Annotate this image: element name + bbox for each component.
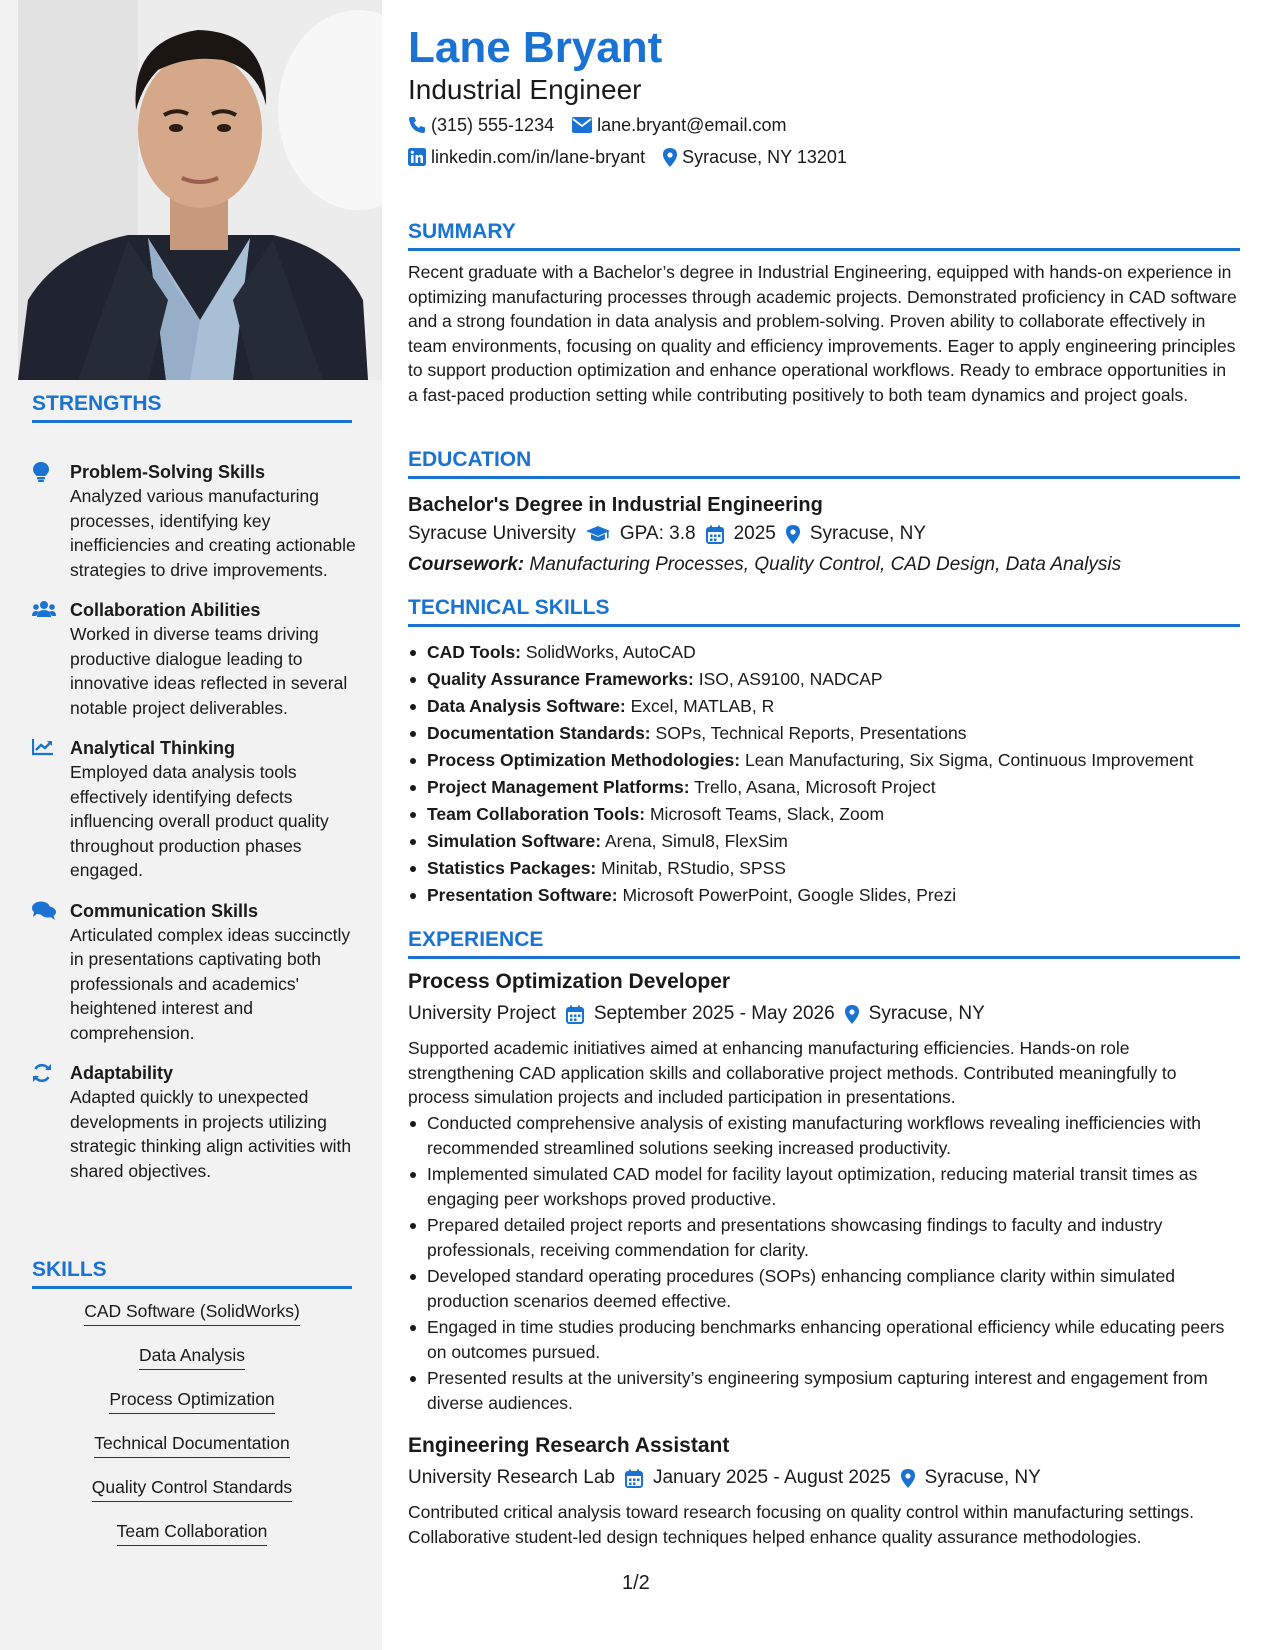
technical-skills-heading: TECHNICAL SKILLS [408,596,1240,627]
tech-skill-value: SolidWorks, AutoCAD [525,642,696,662]
job-bullet: Presented results at the university’s engineering symposium capturing interest and engagement from diverse audiences. [408,1366,1240,1415]
job-org: University Project [408,1003,556,1024]
contact-row-1 [408,113,786,137]
tech-skill-item [408,883,1240,908]
job-title: Engineering Research Assistant [408,1434,730,1457]
tech-skill-item [408,775,1240,800]
tech-skill-item [408,856,1240,881]
phone-contact [408,113,554,137]
strength-description: Worked in diverse teams driving productive dialogue leading to innovative ideas reflected in several notable project deliverables. [70,624,348,718]
tech-skill-item [408,694,1240,719]
skills-heading: SKILLS [32,1258,352,1289]
sync-icon [32,1063,56,1083]
skill-item: Technical Documentation [94,1432,290,1458]
tech-skill-label: Data Analysis Software: [427,696,626,716]
tech-skill-label: Process Optimization Methodologies: [427,750,741,770]
strength-title: Adaptability [70,1063,174,1083]
job-meta [408,1001,985,1027]
tech-skill-value: ISO, AS9100, NADCAP [698,669,883,689]
tech-skill-item [408,829,1240,854]
candidate-role: Industrial Engineer [408,74,642,105]
map-pin-icon [786,525,800,544]
job-location: Syracuse, NY [924,1467,1041,1488]
strength-item [32,460,362,582]
tech-skill-value: Trello, Asana, Microsoft Project [694,777,936,797]
school-name: Syracuse University [408,523,576,544]
tech-skill-value: Arena, Simul8, FlexSim [604,831,788,851]
strength-title: Collaboration Abilities [70,600,261,620]
tech-skill-item [408,748,1240,773]
education-location: Syracuse, NY [809,523,927,544]
location-text: Syracuse, NY 13201 [682,147,847,167]
skill-item: Team Collaboration [117,1520,268,1546]
job-bullet: Prepared detailed project reports and presentations showcasing findings to faculty and industry professionals, receiving commendation for clarity. [408,1213,1240,1262]
job-bullet: Developed standard operating procedures (SOPs) enhancing compliance clarity within simulated production scenarios deemed effective. [408,1264,1240,1313]
lightbulb-icon [32,462,56,482]
tech-skill-value: Microsoft Teams, Slack, Zoom [649,804,885,824]
tech-skill-label: Presentation Software: [427,885,618,905]
tech-skill-label: Team Collaboration Tools: [427,804,646,824]
chart-line-icon [32,738,56,758]
coursework-list: Manufacturing Processes, Quality Control, CAD Design, Data Analysis [529,554,1122,575]
job-bullet: Implemented simulated CAD model for facility layout optimization, reducing material transit times as engaging peer workshops proved productive. [408,1162,1240,1211]
linkedin-text[interactable]: linkedin.com/in/lane-bryant [431,147,646,167]
strength-title: Analytical Thinking [70,738,236,758]
tech-skill-label: Project Management Platforms: [427,777,690,797]
strengths-list [32,460,362,1199]
tech-skill-label: Documentation Standards: [427,723,651,743]
tech-skill-value: Minitab, RStudio, SPSS [601,858,786,878]
linkedin-contact[interactable] [408,145,645,169]
calendar-icon [706,525,724,544]
phone-text: (315) 555-1234 [431,115,555,135]
tech-skill-item [408,667,1240,692]
map-pin-icon [663,148,677,167]
job-dates: September 2025 - May 2026 [593,1003,835,1024]
tech-skill-label: CAD Tools: [427,642,521,662]
coursework-label: Coursework: [408,554,525,575]
skills-list [32,1300,352,1564]
tech-skill-item [408,640,1240,665]
tech-skill-value: Excel, MATLAB, R [630,696,775,716]
strength-item [32,1061,362,1183]
strength-description: Employed data analysis tools effectively identifying defects influencing overall product quality throughout production phases engaged. [70,762,329,880]
calendar-icon [566,1005,584,1024]
tech-skill-value: Microsoft PowerPoint, Google Slides, Prezi [622,885,957,905]
strength-item [32,598,362,720]
page-number: 1/2 [622,1572,650,1594]
job-title: Process Optimization Developer [408,970,731,993]
tech-skill-value: Lean Manufacturing, Six Sigma, Continuous Improvement [744,750,1194,770]
strength-item [32,899,362,1046]
skill-item: Process Optimization [109,1388,274,1414]
strength-item [32,736,362,883]
technical-skills-list [408,640,1240,910]
map-pin-icon [901,1469,915,1488]
strength-description: Articulated complex ideas succinctly in presentations captivating both professionals and academics' heightened interest and comprehension. [70,924,351,1043]
comments-icon [32,901,56,921]
graduation-year: 2025 [733,523,776,544]
graduation-cap-icon [586,525,610,543]
calendar-icon [625,1469,643,1488]
contact-row-2 [408,145,847,169]
strength-description: Adapted quickly to unexpected developments in projects utilizing strategic thinking align activities with shared objectives. [70,1087,352,1181]
phone-icon [408,116,426,134]
linkedin-icon [408,148,426,166]
job-description: Contributed critical analysis toward research focusing on quality control within manufacturing settings. Collaborative student-led design techniques helped enhance quality assurance methodologies. [408,1502,1194,1547]
tech-skill-value: SOPs, Technical Reports, Presentations [655,723,967,743]
email-text[interactable]: lane.bryant@email.com [597,115,787,135]
job-bullets [408,1111,1240,1417]
summary-text: Recent graduate with a Bachelor’s degree in Industrial Engineering, equipped with hands-on experience in optimizing manufacturing processes through academic projects. Demonstrated proficiency in CAD software and a strong foundation in data analysis and problem-solving. Proven ability to collaborate effectively in team environments, focusing on quality and efficiency improvements. Eager to apply engineering principles to support production optimization and enhance operational workflows. Ready to embrace opportunities in a fast-paced production setting while contributing positively to both team dynamics and project goals. [408,262,1237,405]
strength-description: Analyzed various manufacturing processes, identifying key inefficiencies and creating actionable strategies to drive improvements. [70,486,356,580]
strength-title: Communication Skills [70,900,259,921]
education-meta [408,521,926,547]
job-bullet: Engaged in time studies producing benchmarks enhancing operational efficiency while educating peers on outcomes pursued. [408,1315,1240,1364]
tech-skill-label: Simulation Software: [427,831,602,851]
envelope-icon [572,117,592,133]
summary-heading: SUMMARY [408,220,1240,251]
job-org: University Research Lab [408,1467,615,1488]
skill-item: Quality Control Standards [92,1476,292,1502]
strengths-heading: STRENGTHS [32,392,352,423]
map-pin-icon [845,1005,859,1024]
strength-title: Problem-Solving Skills [70,462,266,482]
skill-item: Data Analysis [139,1344,245,1370]
tech-skill-label: Quality Assurance Frameworks: [427,669,694,689]
profile-photo [18,0,382,380]
job-location: Syracuse, NY [868,1003,985,1024]
skill-item: CAD Software (SolidWorks) [84,1300,300,1326]
location-contact [663,145,847,169]
tech-skill-item [408,802,1240,827]
degree-title: Bachelor's Degree in Industrial Engineering [408,494,823,516]
job-dates: January 2025 - August 2025 [652,1467,891,1488]
experience-heading: EXPERIENCE [408,928,1240,959]
email-contact[interactable] [572,113,786,137]
job-description: Supported academic initiatives aimed at enhancing manufacturing efficiencies. Hands-on role strengthening CAD application skills and collaborative project methods. Contributed meaningfully to process simulation projects and included participation in presentations. [408,1038,1177,1107]
coursework [408,552,1121,578]
tech-skill-label: Statistics Packages: [427,858,597,878]
education-heading: EDUCATION [408,448,1240,479]
gpa-text: GPA: 3.8 [619,523,696,544]
job-meta [408,1465,1041,1491]
users-icon [32,600,56,620]
tech-skill-item [408,721,1240,746]
candidate-name: Lane Bryant [408,23,663,72]
job-bullet: Conducted comprehensive analysis of existing manufacturing workflows revealing inefficiencies with recommended streamlined solutions seeking increased productivity. [408,1111,1240,1160]
